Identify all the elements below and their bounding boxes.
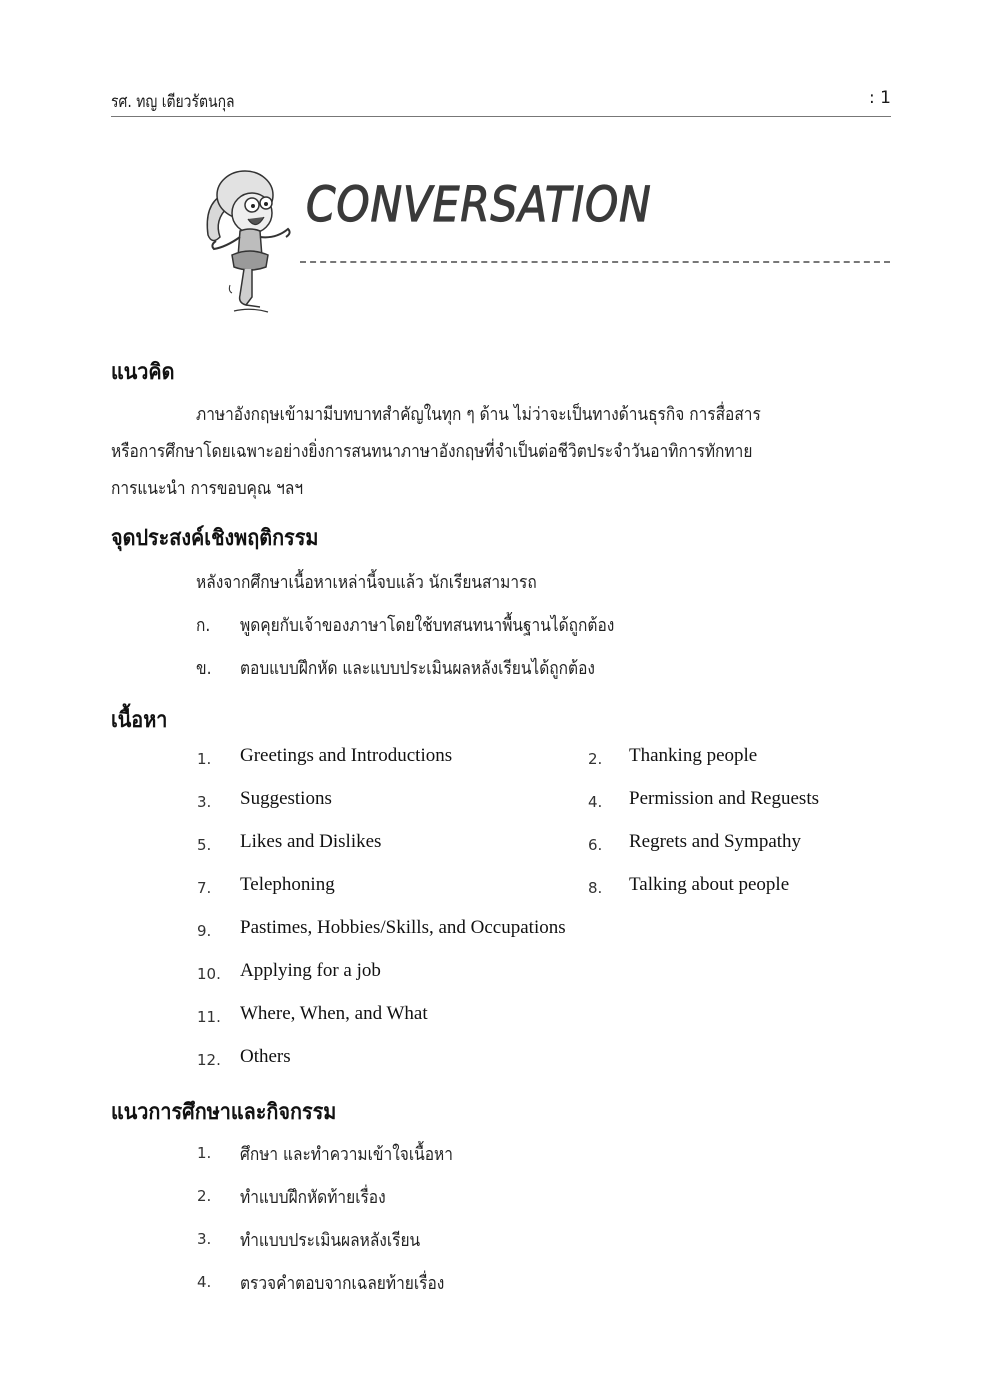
content-item-number: 11. (197, 1008, 221, 1026)
content-item: Permission and Reguests (629, 788, 819, 809)
content-item: Others (240, 1046, 291, 1067)
section-heading-objectives: จุดประสงค์เชิงพฤติกรรม (111, 526, 319, 551)
concept-line-1: ภาษาอังกฤษเข้ามามีบทบาทสำคัญในทุก ๆ ด้าน ไม่ว่าจะเป็นทางด้านธุรกิจ การสื่อสาร (196, 404, 761, 425)
content-item: Where, When, and What (240, 1003, 428, 1024)
objective-marker: ข. (196, 658, 212, 679)
concept-line-2: หรือการศึกษาโดยเฉพาะอย่างยิ่งการสนทนาภาษาอังกฤษที่จำเป็นต่อชีวิตประจำวันอาทิการทักทาย (111, 441, 753, 462)
author-name: รศ. ทญ เตียวรัตนกุล (111, 92, 235, 112)
content-item: Thanking people (629, 745, 758, 766)
content-item-number: 2. (588, 750, 603, 768)
objectives-intro: หลังจากศึกษาเนื้อหาเหล่านี้จบแล้ว นักเรียนสามารถ (196, 572, 537, 593)
activity-item: ศึกษา และทำความเข้าใจเนื้อหา (240, 1144, 453, 1165)
content-item: Talking about people (629, 874, 790, 895)
content-item-number: 12. (197, 1051, 221, 1069)
objective-item: พูดคุยกับเจ้าของภาษาโดยใช้บทสนทนาพื้นฐานได้ถูกต้อง (240, 615, 615, 636)
content-item: Regrets and Sympathy (629, 831, 802, 852)
content-item: Pastimes, Hobbies/Skills, and Occupations (240, 917, 566, 938)
content-item-number: 1. (197, 750, 212, 768)
content-item-number: 3. (197, 793, 212, 811)
content-item-number: 7. (197, 879, 212, 897)
activity-item: ทำแบบฝึกหัดท้ายเรื่อง (240, 1187, 386, 1208)
content-item: Greetings and Introductions (240, 745, 453, 766)
concept-line-3: การแนะนำ การขอบคุณ ฯลฯ (111, 478, 304, 499)
content-item-number: 5. (197, 836, 212, 854)
objective-marker: ก. (196, 615, 211, 636)
content-item: Likes and Dislikes (240, 831, 382, 852)
objective-item: ตอบแบบฝึกหัด และแบบประเมินผลหลังเรียนได้ถูกต้อง (240, 658, 595, 679)
activity-number: 1. (197, 1144, 212, 1162)
chapter-title: CONVERSATION (306, 177, 652, 233)
cartoon-girl-icon (200, 165, 310, 320)
activity-number: 4. (197, 1273, 212, 1291)
section-heading-activities: แนวการศึกษาและกิจกรรม (111, 1100, 337, 1125)
content-item: Suggestions (240, 788, 332, 809)
activity-number: 2. (197, 1187, 212, 1205)
page-header (111, 86, 891, 117)
content-item: Telephoning (240, 874, 335, 895)
section-heading-concept: แนวคิด (111, 360, 175, 385)
page-number: : 1 (869, 88, 891, 108)
section-heading-content: เนื้อหา (111, 708, 168, 733)
content-item-number: 10. (197, 965, 221, 983)
content-item-number: 9. (197, 922, 212, 940)
content-item-number: 6. (588, 836, 603, 854)
activity-item: ทำแบบประเมินผลหลังเรียน (240, 1230, 421, 1251)
content-item-number: 4. (588, 793, 603, 811)
dashed-divider (300, 261, 890, 263)
content-item: Applying for a job (240, 960, 381, 981)
content-item-number: 8. (588, 879, 603, 897)
chapter-banner (200, 165, 892, 325)
activity-item: ตรวจคำตอบจากเฉลยท้ายเรื่อง (240, 1273, 445, 1294)
activity-number: 3. (197, 1230, 212, 1248)
